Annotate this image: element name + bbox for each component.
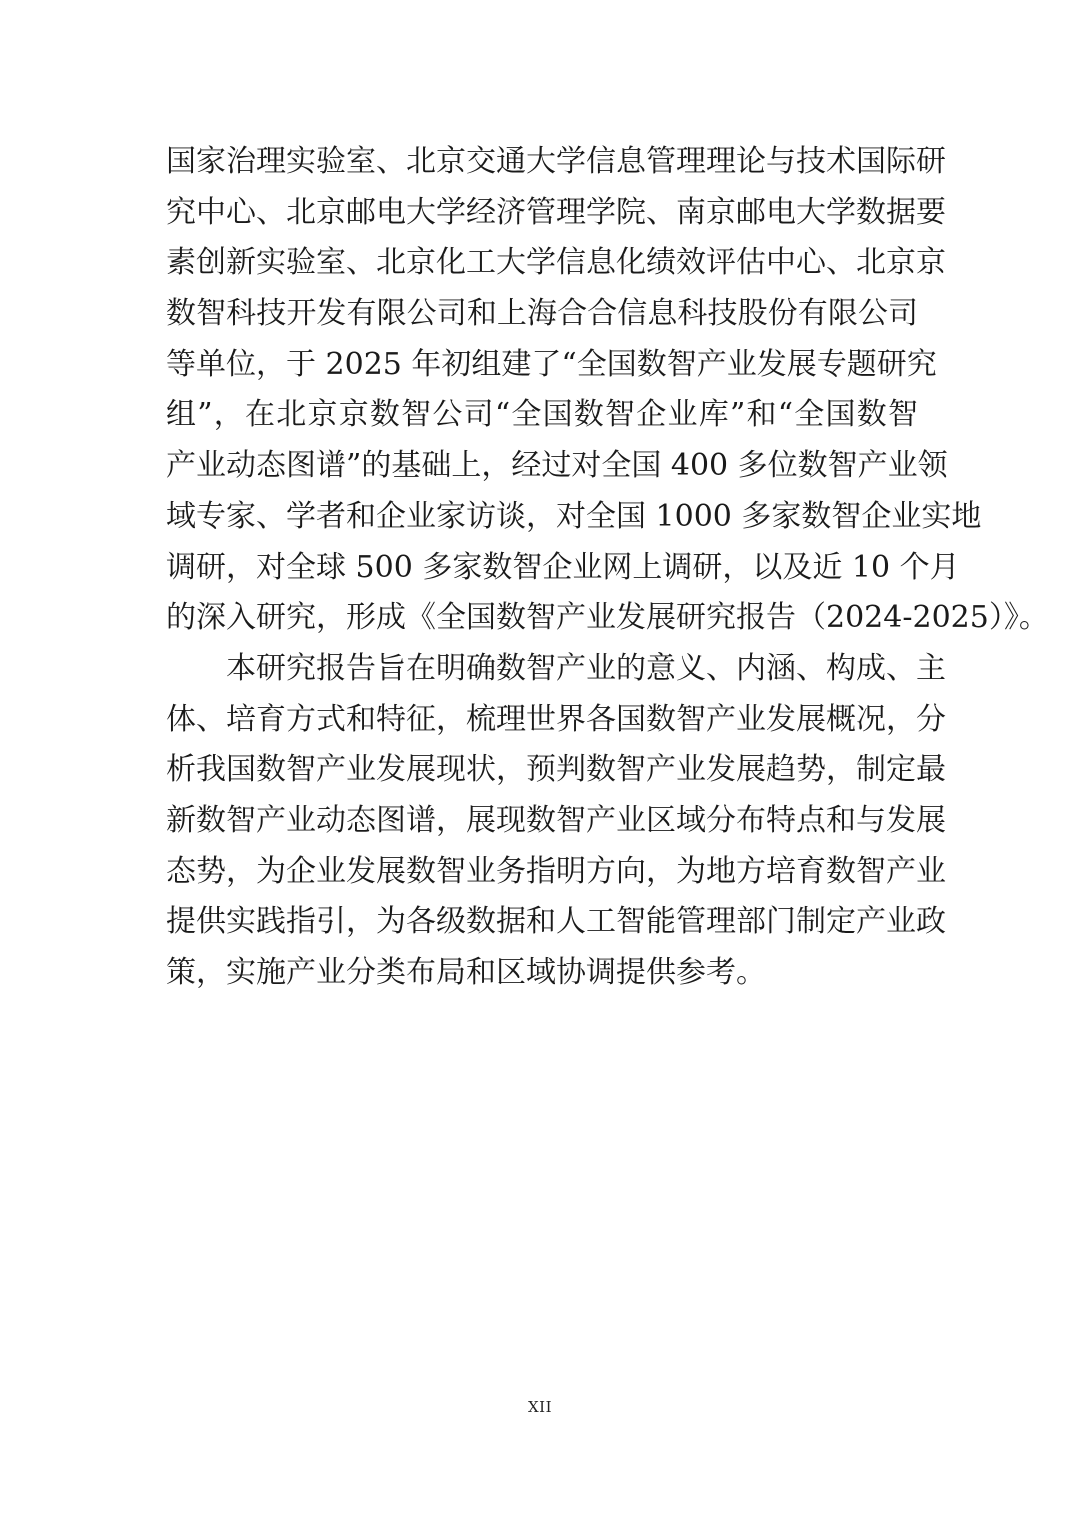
paragraph-2-line-4: 新数智产业动态图谱，展现数智产业区域分布特点和与发展	[166, 802, 946, 838]
paragraph-2-line-2: 体、培育方式和特征，梳理世界各国数智产业发展概况，分	[166, 701, 946, 737]
paragraph-1-line-2: 究中心、北京邮电大学经济管理学院、南京邮电大学数据要	[166, 194, 946, 230]
paragraph-1-line-1: 国家治理实验室、北京交通大学信息管理理论与技术国际研	[166, 144, 946, 179]
paragraph-1-line-9: 调研，对全球 500 多家数智企业网上调研，以及近 10 个月	[166, 549, 960, 585]
paragraph-2-line-7: 策，实施产业分类布局和区域协调提供参考。	[166, 955, 766, 990]
paragraph-1-line-7: 产业动态图谱”的基础上，经过对全国 400 多位数智产业领	[166, 448, 948, 484]
paragraph-1-line-10: 的深入研究，形成《全国数智产业发展研究报告（2024-2025）》。	[166, 600, 1049, 636]
paragraph-1-line-4: 数智科技开发有限公司和上海合合信息科技股份有限公司	[166, 296, 918, 332]
paragraph-1-line-3: 素创新实验室、北京化工大学信息化绩效评估中心、北京京	[166, 245, 946, 281]
body-text	[166, 137, 1049, 999]
paragraph-2-line-1: 本研究报告旨在明确数智产业的意义、内涵、构成、主	[226, 650, 946, 686]
paragraph-2-line-5: 态势，为企业发展数智业务指明方向，为地方培育数智产业	[166, 853, 946, 889]
paragraph-1-line-5: 等单位，于 2025 年初组建了“全国数智产业发展专题研究	[166, 346, 937, 382]
paragraph-2-line-6: 提供实践指引，为各级数据和人工智能管理部门制定产业政	[166, 904, 946, 940]
paragraph-2-line-3: 析我国数智产业发展现状，预判数智产业发展趋势，制定最	[166, 752, 946, 788]
page-number: XII	[527, 1398, 553, 1416]
paragraph-1-line-6: 组”，在北京京数智公司“全国数智企业库”和“全国数智	[166, 397, 918, 433]
paragraph-1-line-8: 域专家、学者和企业家访谈，对全国 1000 多家数智企业实地	[166, 498, 982, 534]
